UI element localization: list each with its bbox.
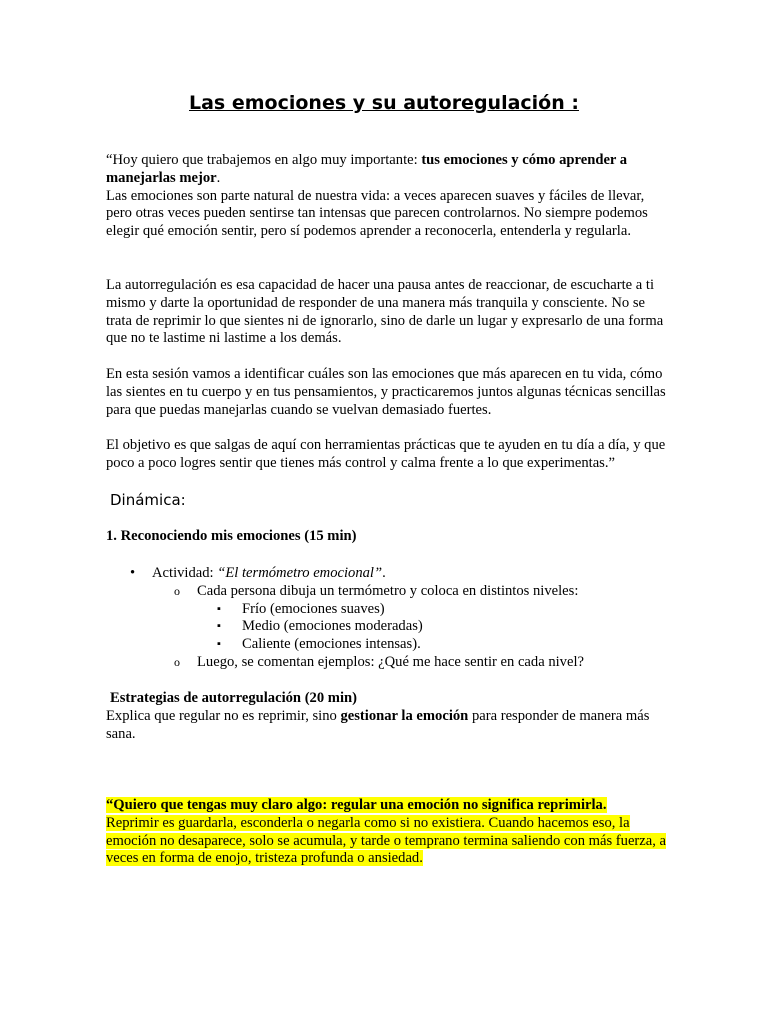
- intro-p1-bold: tus emociones y cómo aprender a manejarlas mejor: [106, 152, 628, 186]
- activity-end: .: [382, 565, 386, 581]
- list-item-level-cold: ▪ Frío (emociones suaves): [106, 601, 666, 619]
- section2-text-end: para responder de manera más sana.: [106, 708, 650, 742]
- section1-list: [106, 565, 666, 672]
- list-item-level-hot: ▪ Caliente (emociones intensas).: [106, 636, 666, 654]
- intro-p1-end: .: [216, 169, 221, 186]
- intro-paragraph-1: [106, 152, 666, 241]
- document-title: Las emociones y su autoregulación :: [189, 92, 579, 114]
- intro-paragraph-2: La autorregulación es esa capacidad de hacer una pausa antes de reaccionar, de escucharte a ti mismo y darte la oportunidad de responder de una manera más tranquila y consciente. No se trata de reprimir lo que sientes ni de ignorarlo, sino de darle un lugar y expresarlo de una forma que no te lastime ni lastime a los demás.: [106, 277, 664, 347]
- section1-heading: 1. Reconociendo mis emociones (15 min): [106, 528, 357, 544]
- intro-paragraph-4: El objetivo es que salgas de aquí con herramientas prácticas que te ayuden en tu día a día, y que poco a poco logres sentir que tienes más control y calma frente a lo que experimentas.”: [106, 437, 666, 471]
- intro-p1-rest: Las emociones son parte natural de nuestra vida: a veces aparecen suaves y fáciles de llevar, pero otras veces pueden sentirse tan intensas que parecen controlarnos. No siempre podemos elegir qué emoción sentir, pero sí podemos aprender a reconocerla, entenderla y regularla.: [106, 187, 648, 240]
- list-item-sub1: o Cada persona dibuja un termómetro y coloca en distintos niveles:: [106, 583, 666, 601]
- quote-bold: “Quiero que tengas muy claro algo: regular una emoción no significa reprimirla.: [106, 797, 607, 813]
- section2-text-bold: gestionar la emoción: [340, 708, 469, 724]
- intro-p1-start: “Hoy quiero que trabajemos en algo muy importante:: [106, 152, 422, 168]
- dinamica-heading: Dinámica:: [110, 491, 186, 509]
- highlighted-quote: [106, 797, 666, 868]
- activity-name: “El termómetro emocional”: [217, 565, 383, 581]
- list-item-level-medium: ▪ Medio (emociones moderadas): [106, 618, 666, 636]
- section2-text: [106, 708, 666, 744]
- list-item-sub2: o Luego, se comentan ejemplos: ¿Qué me hace sentir en cada nivel?: [106, 654, 666, 672]
- section2-heading: Estrategias de autorregulación (20 min): [110, 690, 357, 706]
- quote-rest: Reprimir es guardarla, esconderla o negarla como si no existiera. Cuando hacemos eso, la emoción no desaparece, solo se acumula, y tarde o temprano termina saliendo con más fuerza, a veces en forma de enojo, tristeza profunda o ansiedad.: [106, 814, 667, 867]
- list-item-activity: [106, 565, 666, 583]
- activity-label: Actividad:: [152, 565, 218, 581]
- intro-paragraph-3: En esta sesión vamos a identificar cuáles son las emociones que más aparecen en tu vida, cómo las sientes en tu cuerpo y en tus pensamientos, y practicaremos juntos algunas técnicas sencillas para que puedas manejarlas cuando se vuelvan demasiado fuertes.: [106, 366, 666, 418]
- section2-text-start: Explica que regular no es reprimir, sino: [106, 708, 341, 724]
